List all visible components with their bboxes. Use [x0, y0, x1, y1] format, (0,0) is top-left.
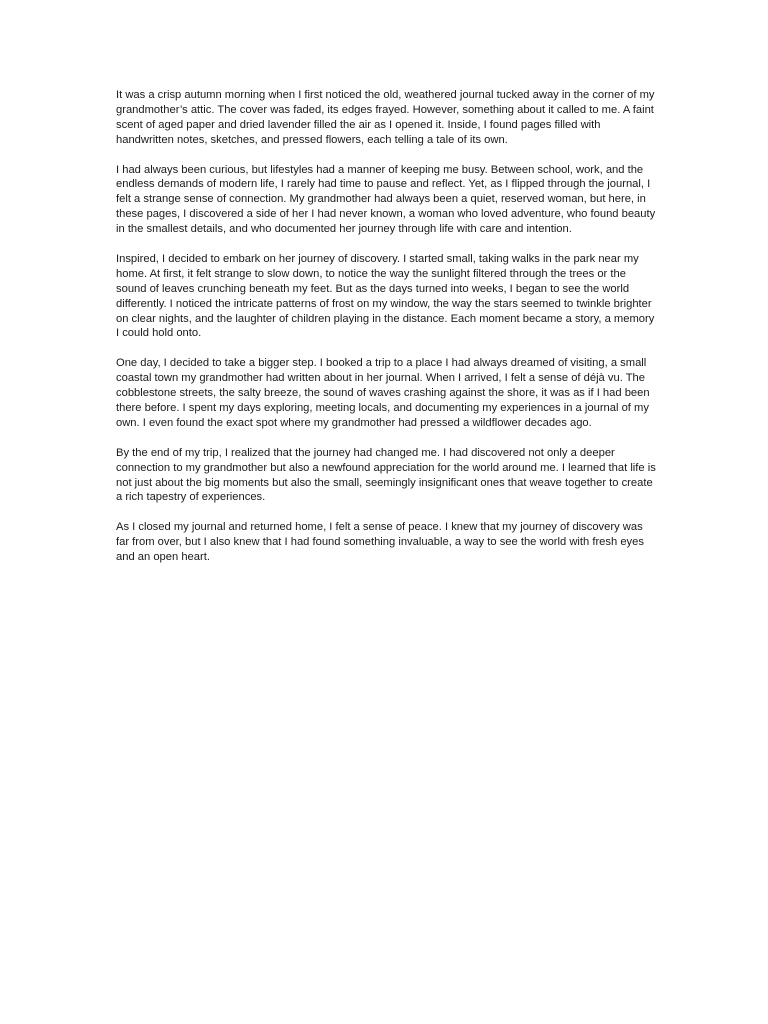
paragraph-1: It was a crisp autumn morning when I first noticed the old, weathered journal tucked away in the corner of my grandmother’s attic. The cover was faded, its edges frayed. However, something about it called to me. A faint scent of aged paper and dried lavender filled the air as I opened it. Inside, I found pages filled with handwritten notes, sketches, and pressed flowers, each telling a tale of its own. [116, 89, 655, 146]
paragraph-4: One day, I decided to take a bigger step. I booked a trip to a place I had always dreamed of visiting, a small coastal town my grandmother had written about in her journal. When I arrived, I felt a sense of déjà vu. The cobblestone streets, the salty breeze, the sound of waves crashing against the shore, it was as if I had been there before. I spent my days exploring, meeting locals, and documenting my experiences in a journal of my own. I even found the exact spot where my grandmother had pressed a wildflower decades ago. [116, 357, 650, 429]
paragraph-6: As I closed my journal and returned home, I felt a sense of peace. I knew that my journey of discovery was far from over, but I also knew that I had found something invaluable, a way to see the world with fresh eyes and an open heart. [116, 521, 644, 564]
paragraph-3: Inspired, I decided to embark on her journey of discovery. I started small, taking walks in the park near my home. At first, it felt strange to slow down, to notice the way the sunlight filtered through the trees or the sound of leaves crunching beneath my feet. But as the days turned into weeks, I began to see the world differently. I noticed the intricate patterns of frost on my window, the way the stars seemed to twinkle brighter on clear nights, and the laughter of children playing in the distance. Each moment became a story, a memory I could hold onto. [116, 252, 655, 340]
paragraph-5: By the end of my trip, I realized that the journey had changed me. I had discovered not only a deeper connection to my grandmother but also a newfound appreciation for the world around me. I learned that life is not just about the big moments but also the small, seemingly insignificant ones that weave together to create a rich tapestry of experiences. [116, 446, 656, 504]
document-body [116, 88, 656, 580]
paragraph-2: I had always been curious, but lifestyles had a manner of keeping me busy. Between school, work, and the endless demands of modern life, I rarely had time to pause and reflect. Yet, as I flipped through the journal, I felt a strange sense of connection. My grandmother had always been a quiet, reserved woman, but here, in these pages, I discovered a side of her I had never known, a woman who loved adventure, who found beauty in the smallest details, and who documented her journey through life with care and intention. [116, 163, 656, 236]
